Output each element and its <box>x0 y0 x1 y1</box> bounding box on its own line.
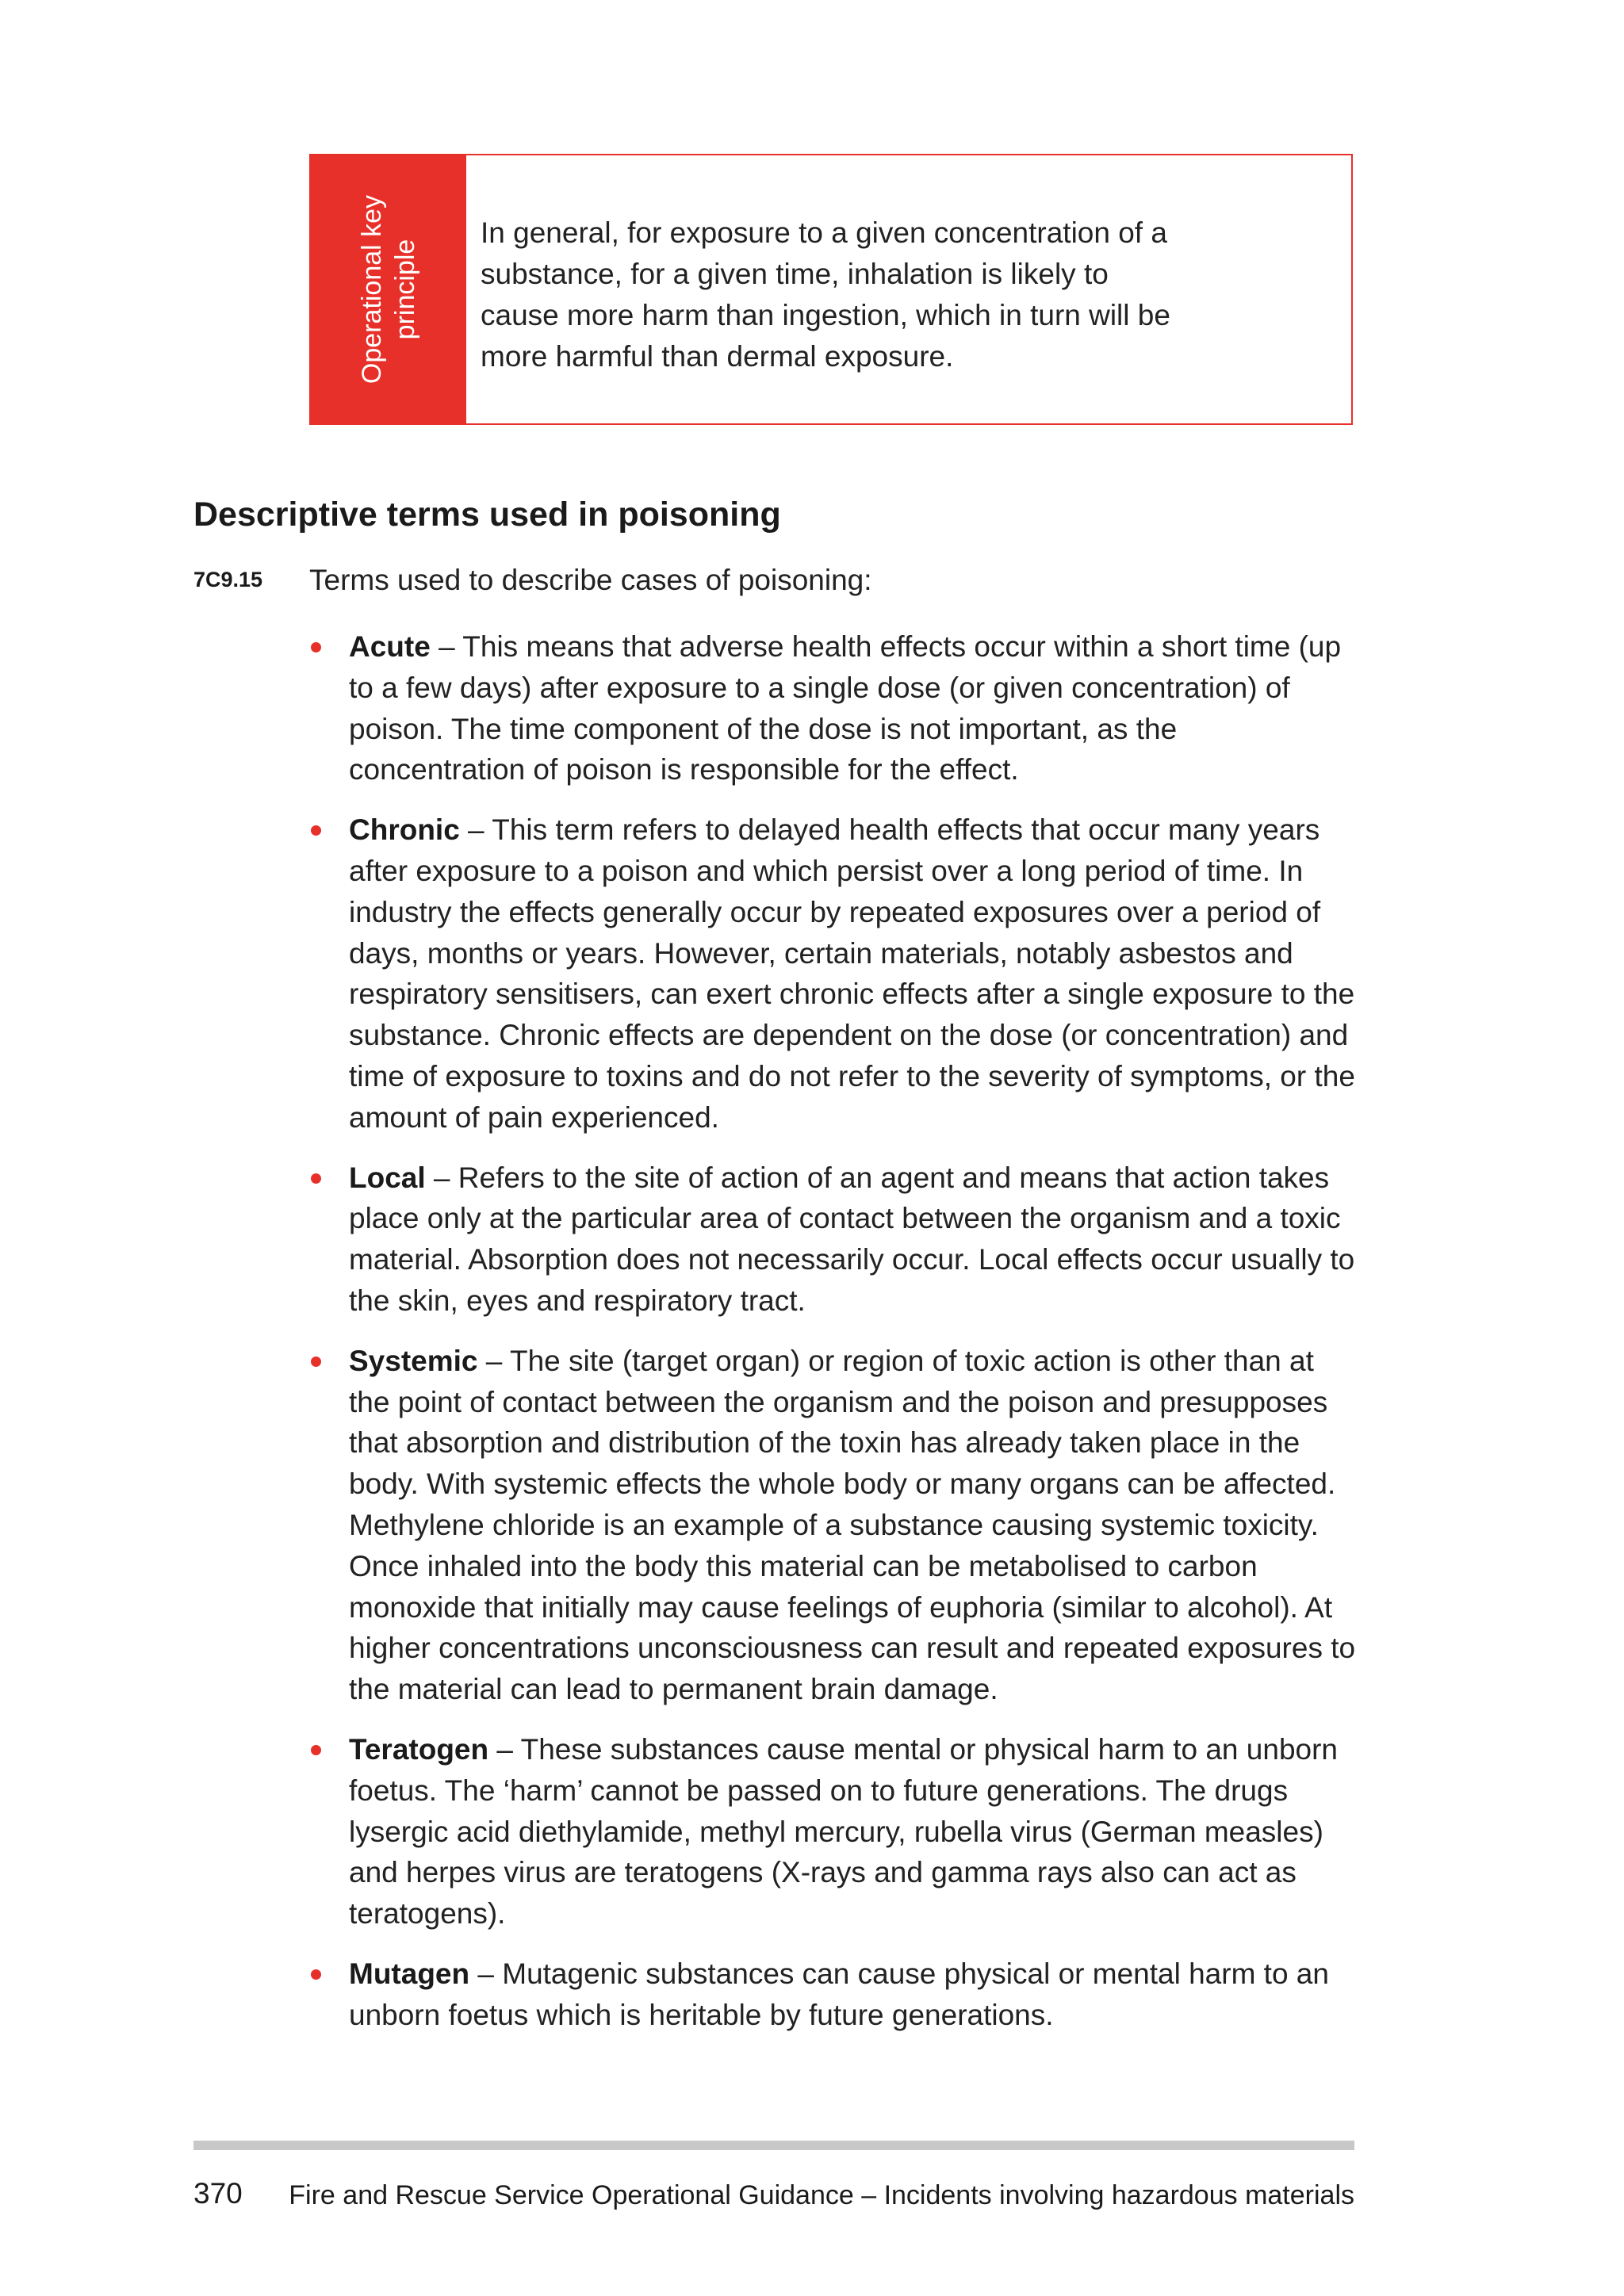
bullet-icon <box>311 825 321 836</box>
bullet-icon <box>311 642 321 652</box>
poisoning-terms-list <box>309 626 1356 2055</box>
paragraph-number: 7C9.15 <box>193 568 263 591</box>
key-principle-text: In general, for exposure to a given concentration of a substance, for a given time, inhalation is likely to cause more harm than ingestion, which in turn will be more harmful than dermal exposure. <box>481 216 1170 373</box>
key-principle-label: Operational key principle <box>357 194 420 385</box>
footer-document-title: Fire and Rescue Service Operational Guidance – Incidents involving hazardous materials <box>289 2180 1354 2210</box>
term-name: Teratogen <box>349 1732 489 1766</box>
list-item-mutagen <box>309 1954 1356 2036</box>
term-description: – These substances cause mental or physical harm to an unborn foetus. The ‘harm’ cannot be passed on to future generations. The drugs lysergic acid diethylamide, methyl mercury, rubella virus (German measles) and herpes virus are teratogens (X-rays and gamma rays also can act as teratogens). <box>349 1732 1338 1931</box>
term-description: – This means that adverse health effects occur within a short time (up to a few days) after exposure to a single dose (or given concentration) of poison. The time component of the dose is not important, as the concentration of poison is responsible for the effect. <box>349 630 1342 786</box>
term-name: Mutagen <box>349 1957 470 1990</box>
term-name: Local <box>349 1161 426 1194</box>
bullet-icon <box>311 1969 321 1980</box>
bullet-icon <box>311 1357 321 1367</box>
paragraph-intro: Terms used to describe cases of poisoning: <box>309 564 872 596</box>
list-item-acute <box>309 626 1356 790</box>
term-description: – Mutagenic substances can cause physical or mental harm to an unborn foetus which is heritable by future generations. <box>349 1957 1329 2031</box>
list-item-teratogen <box>309 1729 1356 1934</box>
term-name: Systemic <box>349 1344 478 1377</box>
operational-key-principle-box <box>309 154 1353 425</box>
section-heading: Descriptive terms used in poisoning <box>193 496 781 534</box>
term-name: Acute <box>349 630 431 663</box>
term-description: – This term refers to delayed health effects that occur many years after exposure to a poison and which persist over a long period of time. In industry the effects generally occur by repeated exposures over a period of days, months or years. However, certain materials, notably asbestos and respiratory sensitisers, can exert chronic effects after a single exposure to the substance. Chronic effects are dependent on the dose (or concentration) and time of exposure to toxins and do not refer to the severity of symptoms, or the amount of pain experienced. <box>349 813 1355 1134</box>
bullet-icon <box>311 1173 321 1184</box>
footer-divider <box>193 2141 1354 2150</box>
page-number: 370 <box>193 2177 243 2210</box>
key-principle-side-banner <box>311 155 466 423</box>
list-item-local <box>309 1158 1356 1322</box>
term-description: – The site (target organ) or region of toxic action is other than at the point of contact between the organism and the poison and presupposes that absorption and distribution of the toxin has already taken place in the body. With systemic effects the whole body or many organs can be affected. Methylene chloride is an example of a substance causing systemic toxicity. Once inhaled into the body this material can be metabolised to carbon monoxide that initially may cause feelings of euphoria (similar to alcohol). At higher concentrations unconsciousness can result and repeated exposures to the material can lead to permanent brain damage. <box>349 1344 1356 1706</box>
list-item-chronic <box>309 809 1356 1138</box>
term-name: Chronic <box>349 813 460 847</box>
term-description: – Refers to the site of action of an agent and means that action takes place only at the particular area of contact between the organism and a toxic material. Absorption does not necessarily occur. Local effects occur usually to the skin, eyes and respiratory tract. <box>349 1161 1355 1317</box>
list-item-systemic <box>309 1341 1356 1710</box>
bullet-icon <box>311 1745 321 1755</box>
